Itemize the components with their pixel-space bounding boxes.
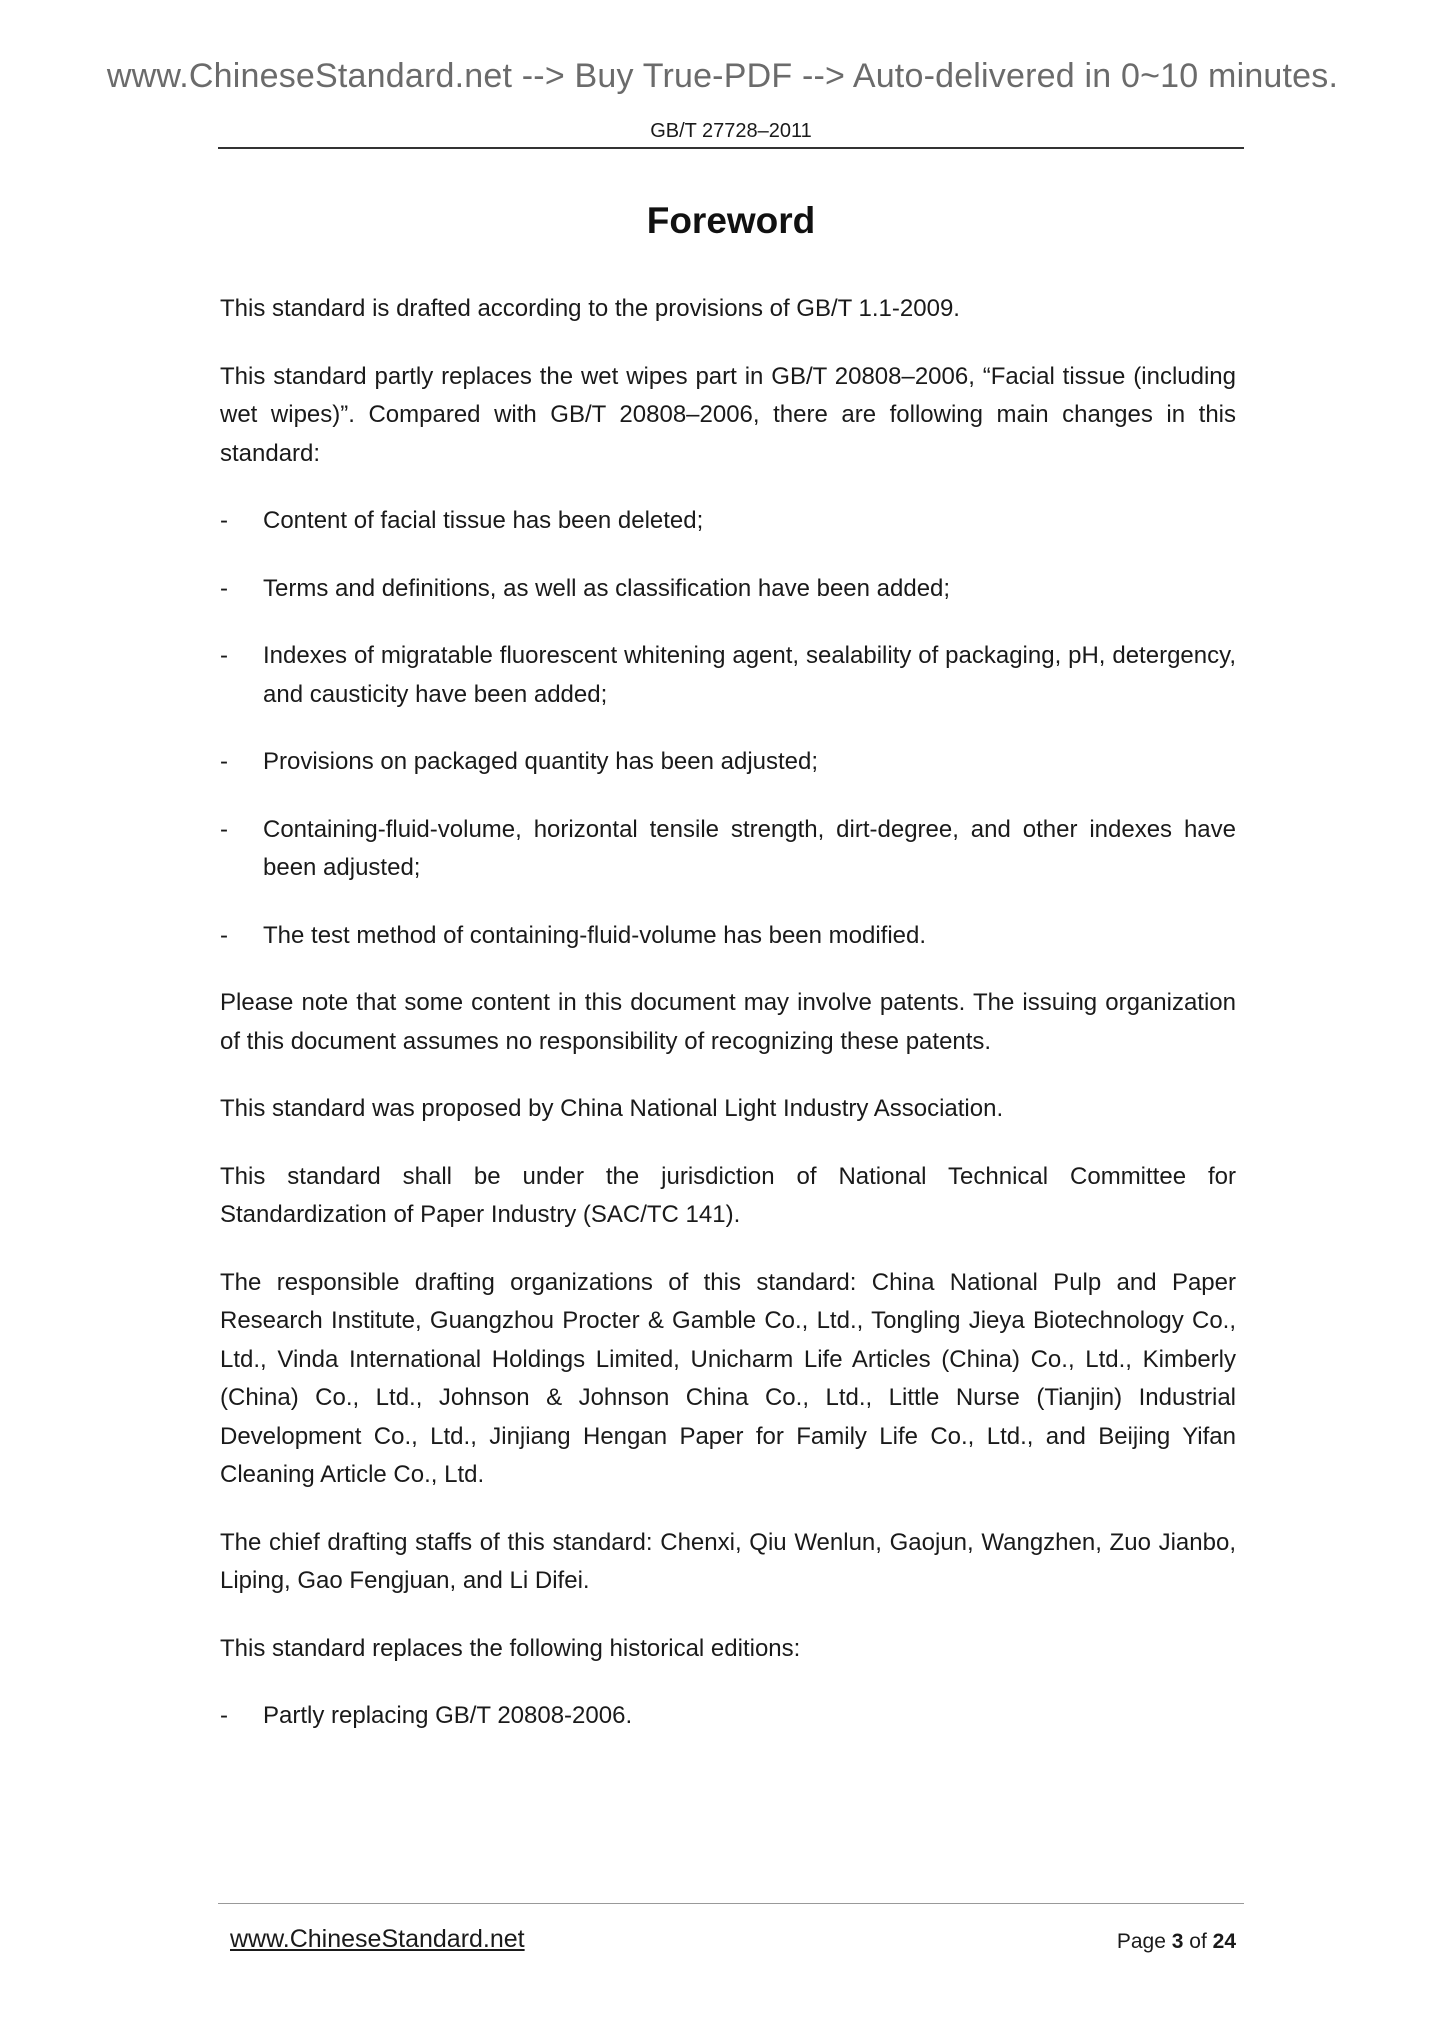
list-item-text: Content of facial tissue has been deleted; [263,507,704,534]
paragraph-patent-notice: Please note that some content in this document may involve patents. The issuing organization of this document assumes no responsibility of recognizing these patents. [220,989,1236,1055]
header-divider [218,147,1244,149]
list-item [220,637,1236,714]
bullet-dash: - [220,574,228,602]
list-item [220,502,1236,541]
page-number [1117,1930,1236,1954]
paragraph-replacement-note: This standard partly replaces the wet wipes part in GB/T 20808–2006, “Facial tissue (including wet wipes)”. Compared with GB/T 20808–2006, there are following main changes in this standard: [220,362,1236,467]
bullet-dash: - [220,507,228,534]
top-banner: www.ChineseStandard.net --> Buy True-PDF --> Auto-delivered in 0~10 minutes. [106,57,1339,95]
paragraph-drafting-organizations: The responsible drafting organizations of this standard: China National Pulp and Paper Research Institute, Guangzhou Procter & Gamble Co., Ltd., Tongling Jieya Biotechnology Co., Ltd., Vinda International Holdings Limited, Unicharm Life Articles (China) Co., Ltd., Kimberly (China) Co., Ltd., Johnson & Johnson China Co., Ltd., Little Nurse (Tianjin) Industrial Development Co., Ltd., Jinjiang Hengan Paper for Family Life Co., Ltd., and Beijing Yifan Cleaning Article Co., Ltd. [220,1268,1236,1488]
list-item-text: Provisions on packaged quantity has been adjusted; [263,748,819,775]
list-item [220,743,1236,782]
document-code: GB/T 27728–2011 [650,120,812,142]
bullet-dash: - [220,1702,228,1729]
paragraph-drafting-staff: The chief drafting staffs of this standard: Chenxi, Qiu Wenlun, Gaojun, Wangzhen, Zuo Jianbo, Liping, Gao Fengjuan, and Li Difei. [220,1528,1236,1594]
paragraph-historical-editions: This standard replaces the following historical editions: [220,1634,801,1662]
bullet-dash: - [220,748,228,775]
footer-website-link[interactable]: www.ChineseStandard.net [230,1925,525,1953]
paragraph-jurisdiction: This standard shall be under the jurisdiction of National Technical Committee for Standardization of Paper Industry (SAC/TC 141). [220,1162,1236,1228]
list-item-text: Containing-fluid-volume, horizontal tensile strength, dirt-degree, and other indexes have been adjusted; [263,815,1236,881]
paragraph-proposer: This standard was proposed by China National Light Industry Association. [220,1095,1004,1122]
list-item [220,570,1236,609]
page-title: Foreword [646,200,816,241]
bullet-dash: - [220,642,228,669]
document-body [220,290,1236,1765]
paragraph-drafting-basis: This standard is drafted according to the provisions of GB/T 1.1-2009. [220,295,960,322]
footer-divider [218,1903,1244,1904]
list-item [220,1697,1236,1736]
list-item-text: Terms and definitions, as well as classification have been added; [263,574,951,602]
page-prefix: Page [1116,1930,1166,1953]
list-item-text: Indexes of migratable fluorescent whitening agent, sealability of packaging, pH, detergency, and causticity have been added; [263,642,1236,708]
page-separator: of [1189,1930,1207,1953]
bullet-dash: - [220,815,228,843]
list-item [220,811,1236,888]
list-item-text: The test method of containing-fluid-volume has been modified. [263,921,927,949]
list-item [220,917,1236,956]
list-item-text: Partly replacing GB/T 20808-2006. [263,1702,633,1729]
page-current: 3 [1171,1930,1184,1953]
page-total: 24 [1212,1930,1236,1953]
bullet-dash: - [220,921,228,949]
